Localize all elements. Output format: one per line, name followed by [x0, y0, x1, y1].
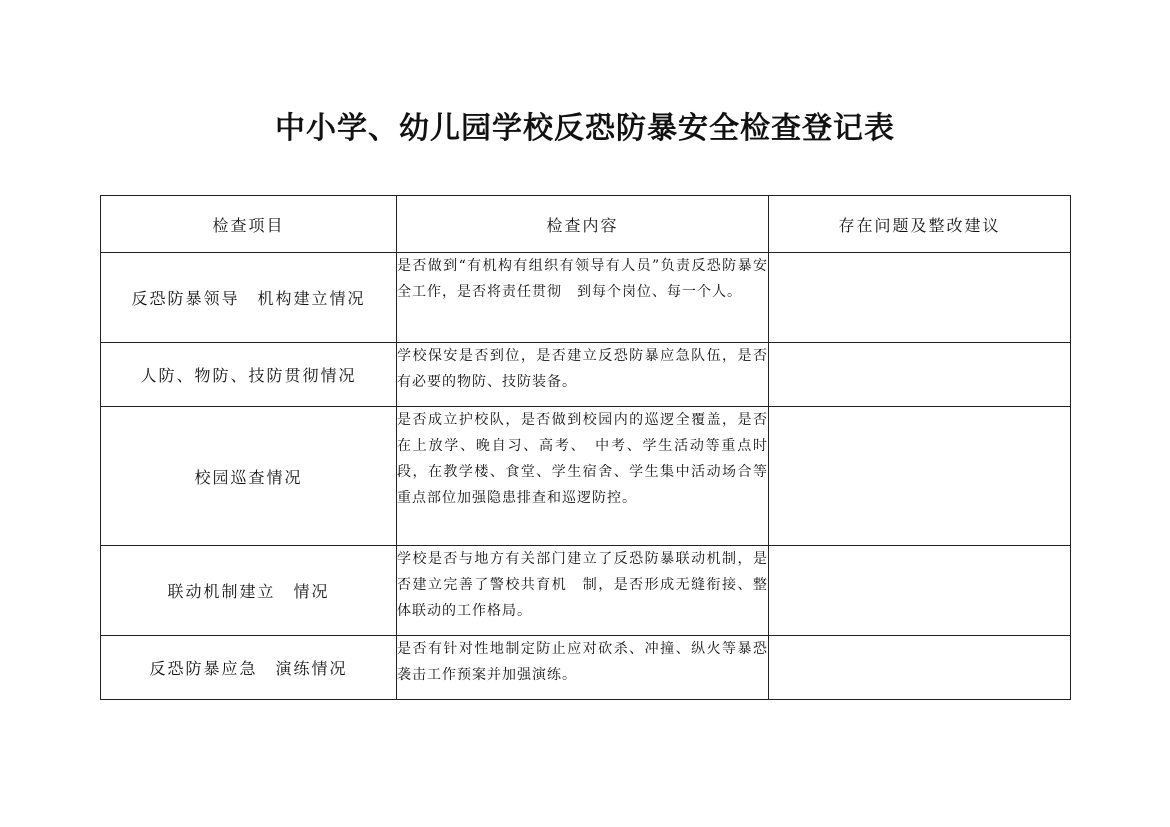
inspection-item-cell: 人防、物防、技防贯彻情况	[101, 343, 397, 407]
issues-cell[interactable]	[769, 546, 1071, 636]
inspection-item-cell: 反恐防暴领导 机构建立情况	[101, 253, 397, 343]
inspection-item-cell: 反恐防暴应急 演练情况	[101, 636, 397, 700]
inspection-content-cell: 学校是否与地方有关部门建立了反恐防暴联动机制，是否建立完善了警校共育机 制，是否形成无缝衔接、整体联动的工作格局。	[397, 546, 769, 636]
inspection-item-cell: 联动机制建立 情况	[101, 546, 397, 636]
table-row	[101, 253, 1071, 343]
inspection-content-cell: 学校保安是否到位，是否建立反恐防暴应急队伍，是否有必要的物防、技防装备。	[397, 343, 769, 407]
inspection-item-cell: 校园巡查情况	[101, 407, 397, 546]
inspection-table	[100, 195, 1071, 700]
issues-cell[interactable]	[769, 636, 1071, 700]
inspection-content-cell: 是否成立护校队，是否做到校园内的巡逻全覆盖，是否在上放学、晚自习、高考、 中考、学生活动等重点时段，在教学楼、食堂、学生宿舍、学生集中活动场合等 重点部位加强隐患排查和巡逻防控。	[397, 407, 769, 546]
document-title: 中小学、幼儿园学校反恐防暴安全检查登记表	[275, 111, 895, 146]
table-row	[101, 407, 1071, 546]
header-issues-suggestions: 存在问题及整改建议	[769, 196, 1071, 253]
header-inspection-content: 检查内容	[397, 196, 769, 253]
table-row	[101, 636, 1071, 700]
issues-cell[interactable]	[769, 253, 1071, 343]
inspection-content-cell: 是否有针对性地制定防止应对砍杀、冲撞、纵火等暴恐袭击工作预案并加强演练。	[397, 636, 769, 700]
table-row	[101, 343, 1071, 407]
table-header-row	[101, 196, 1071, 253]
issues-cell[interactable]	[769, 407, 1071, 546]
header-inspection-item: 检查项目	[101, 196, 397, 253]
inspection-content-cell: 是否做到“有机构有组织有领导有人员”负责反恐防暴安全工作，是否将责任贯彻 到每个岗位、每一个人。	[397, 253, 769, 343]
issues-cell[interactable]	[769, 343, 1071, 407]
table-row	[101, 546, 1071, 636]
